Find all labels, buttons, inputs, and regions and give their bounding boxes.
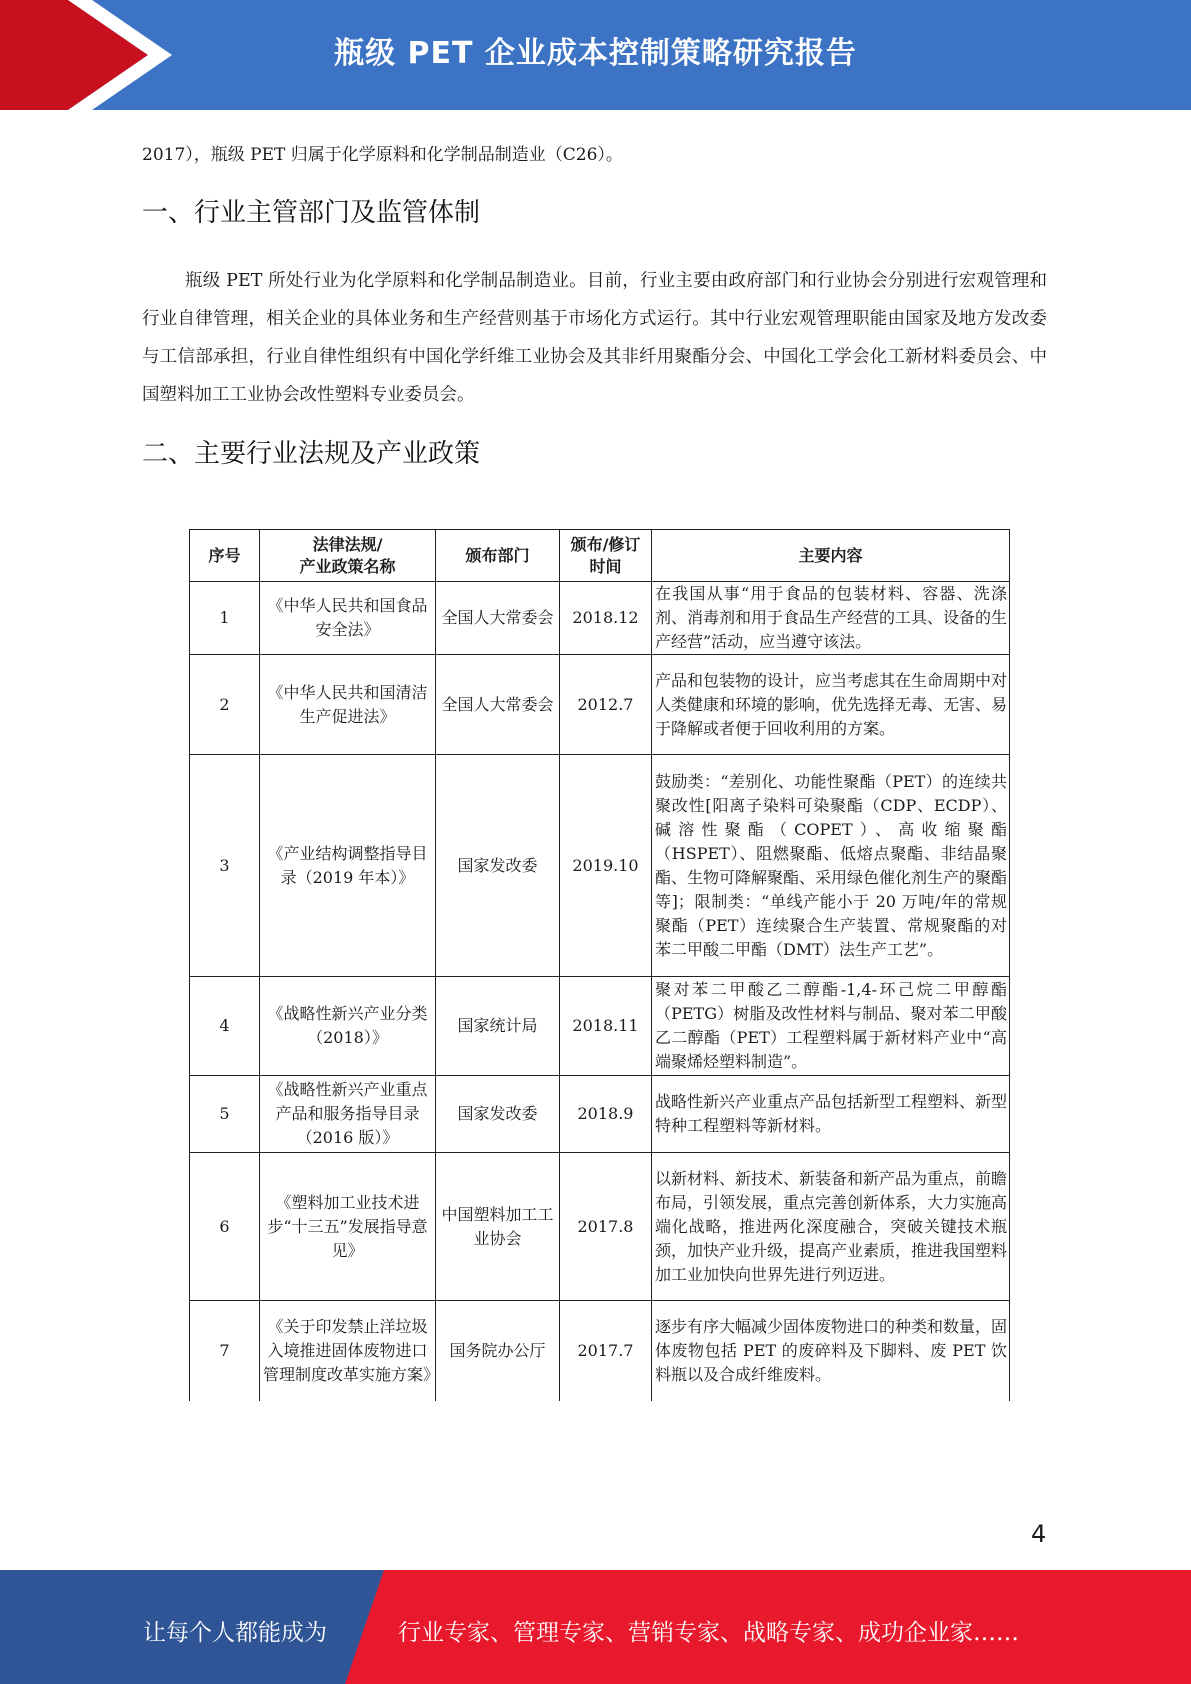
row-no: 7 — [190, 1301, 260, 1401]
row-name: 《战略性新兴产业分类（2018）》 — [260, 977, 436, 1076]
row-name: 《塑料加工业技术进步“十三五”发展指导意见》 — [260, 1153, 436, 1301]
col-header-name-line1: 法律法规/ — [312, 534, 383, 554]
row-no: 2 — [190, 655, 260, 755]
row-time: 2018.12 — [560, 582, 652, 655]
page-number: 4 — [1031, 1520, 1047, 1548]
page-footer — [0, 1570, 1191, 1684]
row-dept: 国家发改委 — [436, 1076, 560, 1153]
row-time: 2012.7 — [560, 655, 652, 755]
row-no: 6 — [190, 1153, 260, 1301]
col-header-no: 序号 — [190, 530, 260, 582]
policy-table — [189, 529, 1010, 1401]
row-content: 以新材料、新技术、新装备和新产品为重点，前瞻布局，引领发展，重点完善创新体系，大力实施高端化战略，推进两化深度融合，突破关键技术瓶颈，加快产业升级，提高产业素质，推进我国塑料加工业加快向世界先进行列迈进。 — [652, 1153, 1010, 1301]
col-header-dept: 颁布部门 — [436, 530, 560, 582]
row-name: 《中华人民共和国清洁生产促进法》 — [260, 655, 436, 755]
col-header-name-line2: 产业政策名称 — [299, 556, 396, 576]
table-row — [190, 655, 1010, 755]
row-no: 5 — [190, 1076, 260, 1153]
row-dept: 国家发改委 — [436, 755, 560, 977]
row-no: 4 — [190, 977, 260, 1076]
row-time: 2019.10 — [560, 755, 652, 977]
table-row — [190, 1076, 1010, 1153]
row-time: 2017.7 — [560, 1301, 652, 1401]
col-header-time — [560, 530, 652, 582]
table-row — [190, 582, 1010, 655]
row-content: 在我国从事“用于食品的包装材料、容器、洗涤剂、消毒剂和用于食品生产经营的工具、设备的生产经营”活动，应当遵守该法。 — [652, 582, 1010, 655]
row-content: 聚对苯二甲酸乙二醇酯-1,4-环己烷二甲醇酯（PETG）树脂及改性材料与制品、聚对苯二甲酸乙二醇酯（PET）工程塑料属于新材料产业中“高端聚烯烃塑料制造”。 — [652, 977, 1010, 1076]
row-name: 《关于印发禁止洋垃圾入境推进固体废物进口管理制度改革实施方案》 — [260, 1301, 436, 1401]
row-dept: 中国塑料加工工业协会 — [436, 1153, 560, 1301]
section-heading-regulatory: 一、行业主管部门及监管体制 — [142, 198, 481, 228]
table-row — [190, 1153, 1010, 1301]
col-header-time-line2: 时间 — [589, 556, 622, 576]
row-content: 产品和包装物的设计，应当考虑其在生命周期中对人类健康和环境的影响，优先选择无毒、无害、易于降解或者便于回收利用的方案。 — [652, 655, 1010, 755]
row-content: 鼓励类：“差别化、功能性聚酯（PET）的连续共聚改性[阳离子染料可染聚酯（CDP、ECDP）、碱溶性聚酯（COPET）、高收缩聚酯（HSPET）、阻燃聚酯、低熔点聚酯、非结晶聚酯、生物可降解聚酯、采用绿色催化剂生产的聚酯等]；限制类：“单线产能小于 20 万吨/年的常规聚酯（PET）连续聚合生产装置、常规聚酯的对苯二甲酸二甲酯（DMT）法生产工艺”。 — [652, 755, 1010, 977]
section-paragraph-regulatory: 瓶级 PET 所处行业为化学原料和化学制品制造业。目前，行业主要由政府部门和行业协会分别进行宏观管理和行业自律管理，相关企业的具体业务和生产经营则基于市场化方式运行。其中行业宏观管理职能由国家及地方发改委与工信部承担，行业自律性组织有中国化学纤维工业协会及其非纤用聚酯分会、中国化工学会化工新材料委员会、中国塑料加工工业协会改性塑料专业委员会。 — [142, 271, 1047, 405]
row-name: 《产业结构调整指导目录（2019 年本）》 — [260, 755, 436, 977]
report-title: 瓶级 PET 企业成本控制策略研究报告 — [334, 36, 857, 71]
row-no: 3 — [190, 755, 260, 977]
table-row — [190, 977, 1010, 1076]
row-time: 2018.9 — [560, 1076, 652, 1153]
row-content: 战略性新兴产业重点产品包括新型工程塑料、新型特种工程塑料等新材料。 — [652, 1076, 1010, 1153]
row-content: 逐步有序大幅减少固体废物进口的种类和数量，固体废物包括 PET 的废碎料及下脚料、废 PET 饮料瓶以及合成纤维废料。 — [652, 1301, 1010, 1401]
table-row — [190, 755, 1010, 977]
col-header-time-line1: 颁布/修订 — [570, 534, 641, 554]
col-header-name — [260, 530, 436, 582]
row-time: 2017.8 — [560, 1153, 652, 1301]
row-name: 《战略性新兴产业重点产品和服务指导目录（2016 版）》 — [260, 1076, 436, 1153]
page-header — [0, 0, 1191, 110]
row-name: 《中华人民共和国食品安全法》 — [260, 582, 436, 655]
intro-line: 2017），瓶级 PET 归属于化学原料和化学制品制造业（C26）。 — [142, 145, 623, 165]
row-dept: 国务院办公厅 — [436, 1301, 560, 1401]
footer-slogan-right: 行业专家、管理专家、营销专家、战略专家、成功企业家…… — [398, 1620, 1019, 1646]
row-dept: 国家统计局 — [436, 977, 560, 1076]
row-dept: 全国人大常委会 — [436, 655, 560, 755]
col-header-content: 主要内容 — [652, 530, 1010, 582]
footer-slogan-left: 让每个人都能成为 — [143, 1620, 327, 1646]
table-row — [190, 1301, 1010, 1401]
row-no: 1 — [190, 582, 260, 655]
table-header-row — [190, 530, 1010, 582]
row-time: 2018.11 — [560, 977, 652, 1076]
section-heading-policies: 二、主要行业法规及产业政策 — [142, 439, 481, 469]
row-dept: 全国人大常委会 — [436, 582, 560, 655]
